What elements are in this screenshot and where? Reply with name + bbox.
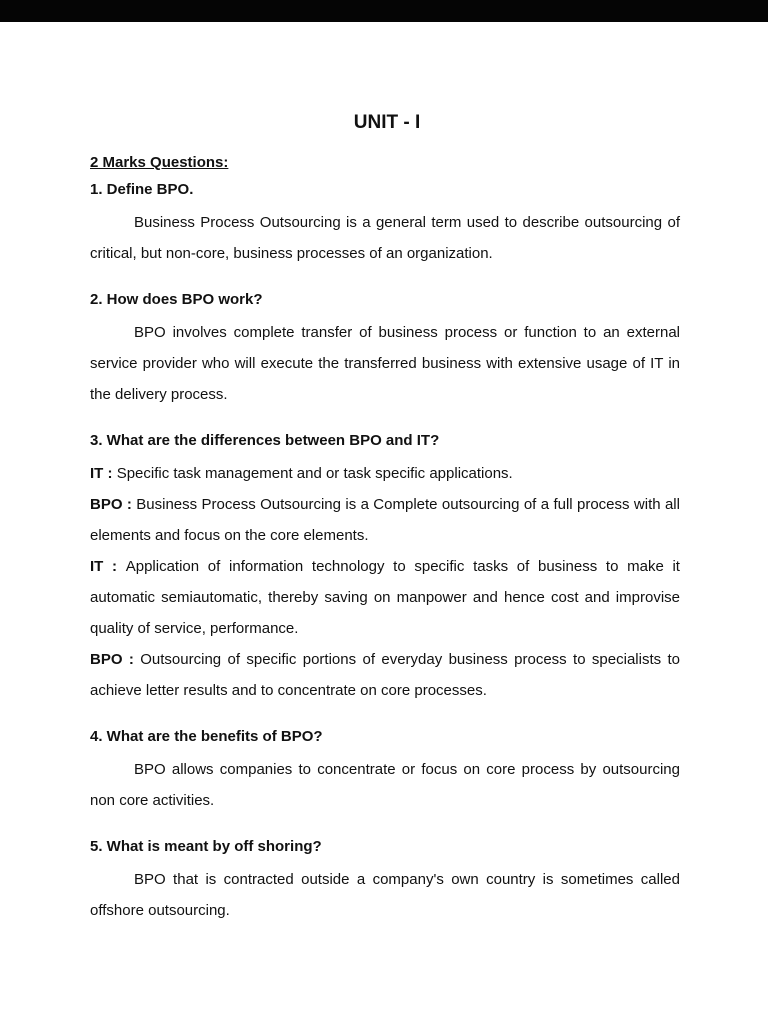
question-2-title: 2. How does BPO work?	[90, 291, 263, 308]
question-2-answer: BPO involves complete transfer of business process or function to an external service provider who will execute the transferred business with extensive usage of IT in the delivery process.	[90, 324, 680, 403]
question-3	[90, 432, 680, 706]
question-2	[90, 291, 680, 410]
question-5-answer: BPO that is contracted outside a company's own country is sometimes called offshore outsourcing.	[90, 871, 680, 919]
difference-term: IT	[90, 465, 104, 482]
document-page	[90, 112, 680, 926]
difference-item	[90, 551, 680, 644]
question-1-answer: Business Process Outsourcing is a general term used to describe outsourcing of critical, but non-core, business processes of an organization.	[90, 214, 680, 262]
question-1	[90, 181, 680, 269]
question-5	[90, 838, 680, 926]
difference-item	[90, 644, 680, 706]
difference-separator: :	[103, 465, 117, 482]
difference-text: Business Process Outsourcing is a Complete outsourcing of a full process with all elements and focus on the core elements.	[90, 496, 680, 544]
difference-term: BPO	[90, 651, 123, 668]
spacer	[90, 410, 680, 432]
difference-separator: :	[122, 496, 137, 513]
unit-title: UNIT - I	[353, 112, 421, 133]
section-heading: 2 Marks Questions:	[90, 154, 229, 171]
question-3-title: 3. What are the differences between BPO and IT?	[90, 432, 440, 449]
difference-item	[90, 458, 680, 489]
spacer	[90, 706, 680, 728]
spacer	[90, 269, 680, 291]
question-4-title: 4. What are the benefits of BPO?	[90, 728, 323, 745]
question-4-answer: BPO allows companies to concentrate or focus on core process by outsourcing non core activities.	[90, 761, 680, 809]
difference-term: BPO	[90, 496, 123, 513]
difference-item	[90, 489, 680, 551]
spacer	[90, 816, 680, 838]
question-5-title: 5. What is meant by off shoring?	[90, 838, 322, 855]
difference-separator: :	[122, 651, 141, 668]
top-scan-border	[0, 0, 768, 22]
difference-text: Outsourcing of specific portions of everyday business process to specialists to achieve letter results and to concentrate on core processes.	[90, 651, 680, 699]
question-1-title: 1. Define BPO.	[90, 181, 194, 198]
question-4	[90, 728, 680, 816]
difference-text: Specific task management and or task specific applications.	[116, 465, 513, 482]
difference-separator: :	[103, 558, 126, 575]
difference-term: IT	[90, 558, 104, 575]
difference-text: Application of information technology to specific tasks of business to make it automatic semiautomatic, thereby saving on manpower and hence cost and improvise quality of service, performance.	[90, 558, 680, 637]
